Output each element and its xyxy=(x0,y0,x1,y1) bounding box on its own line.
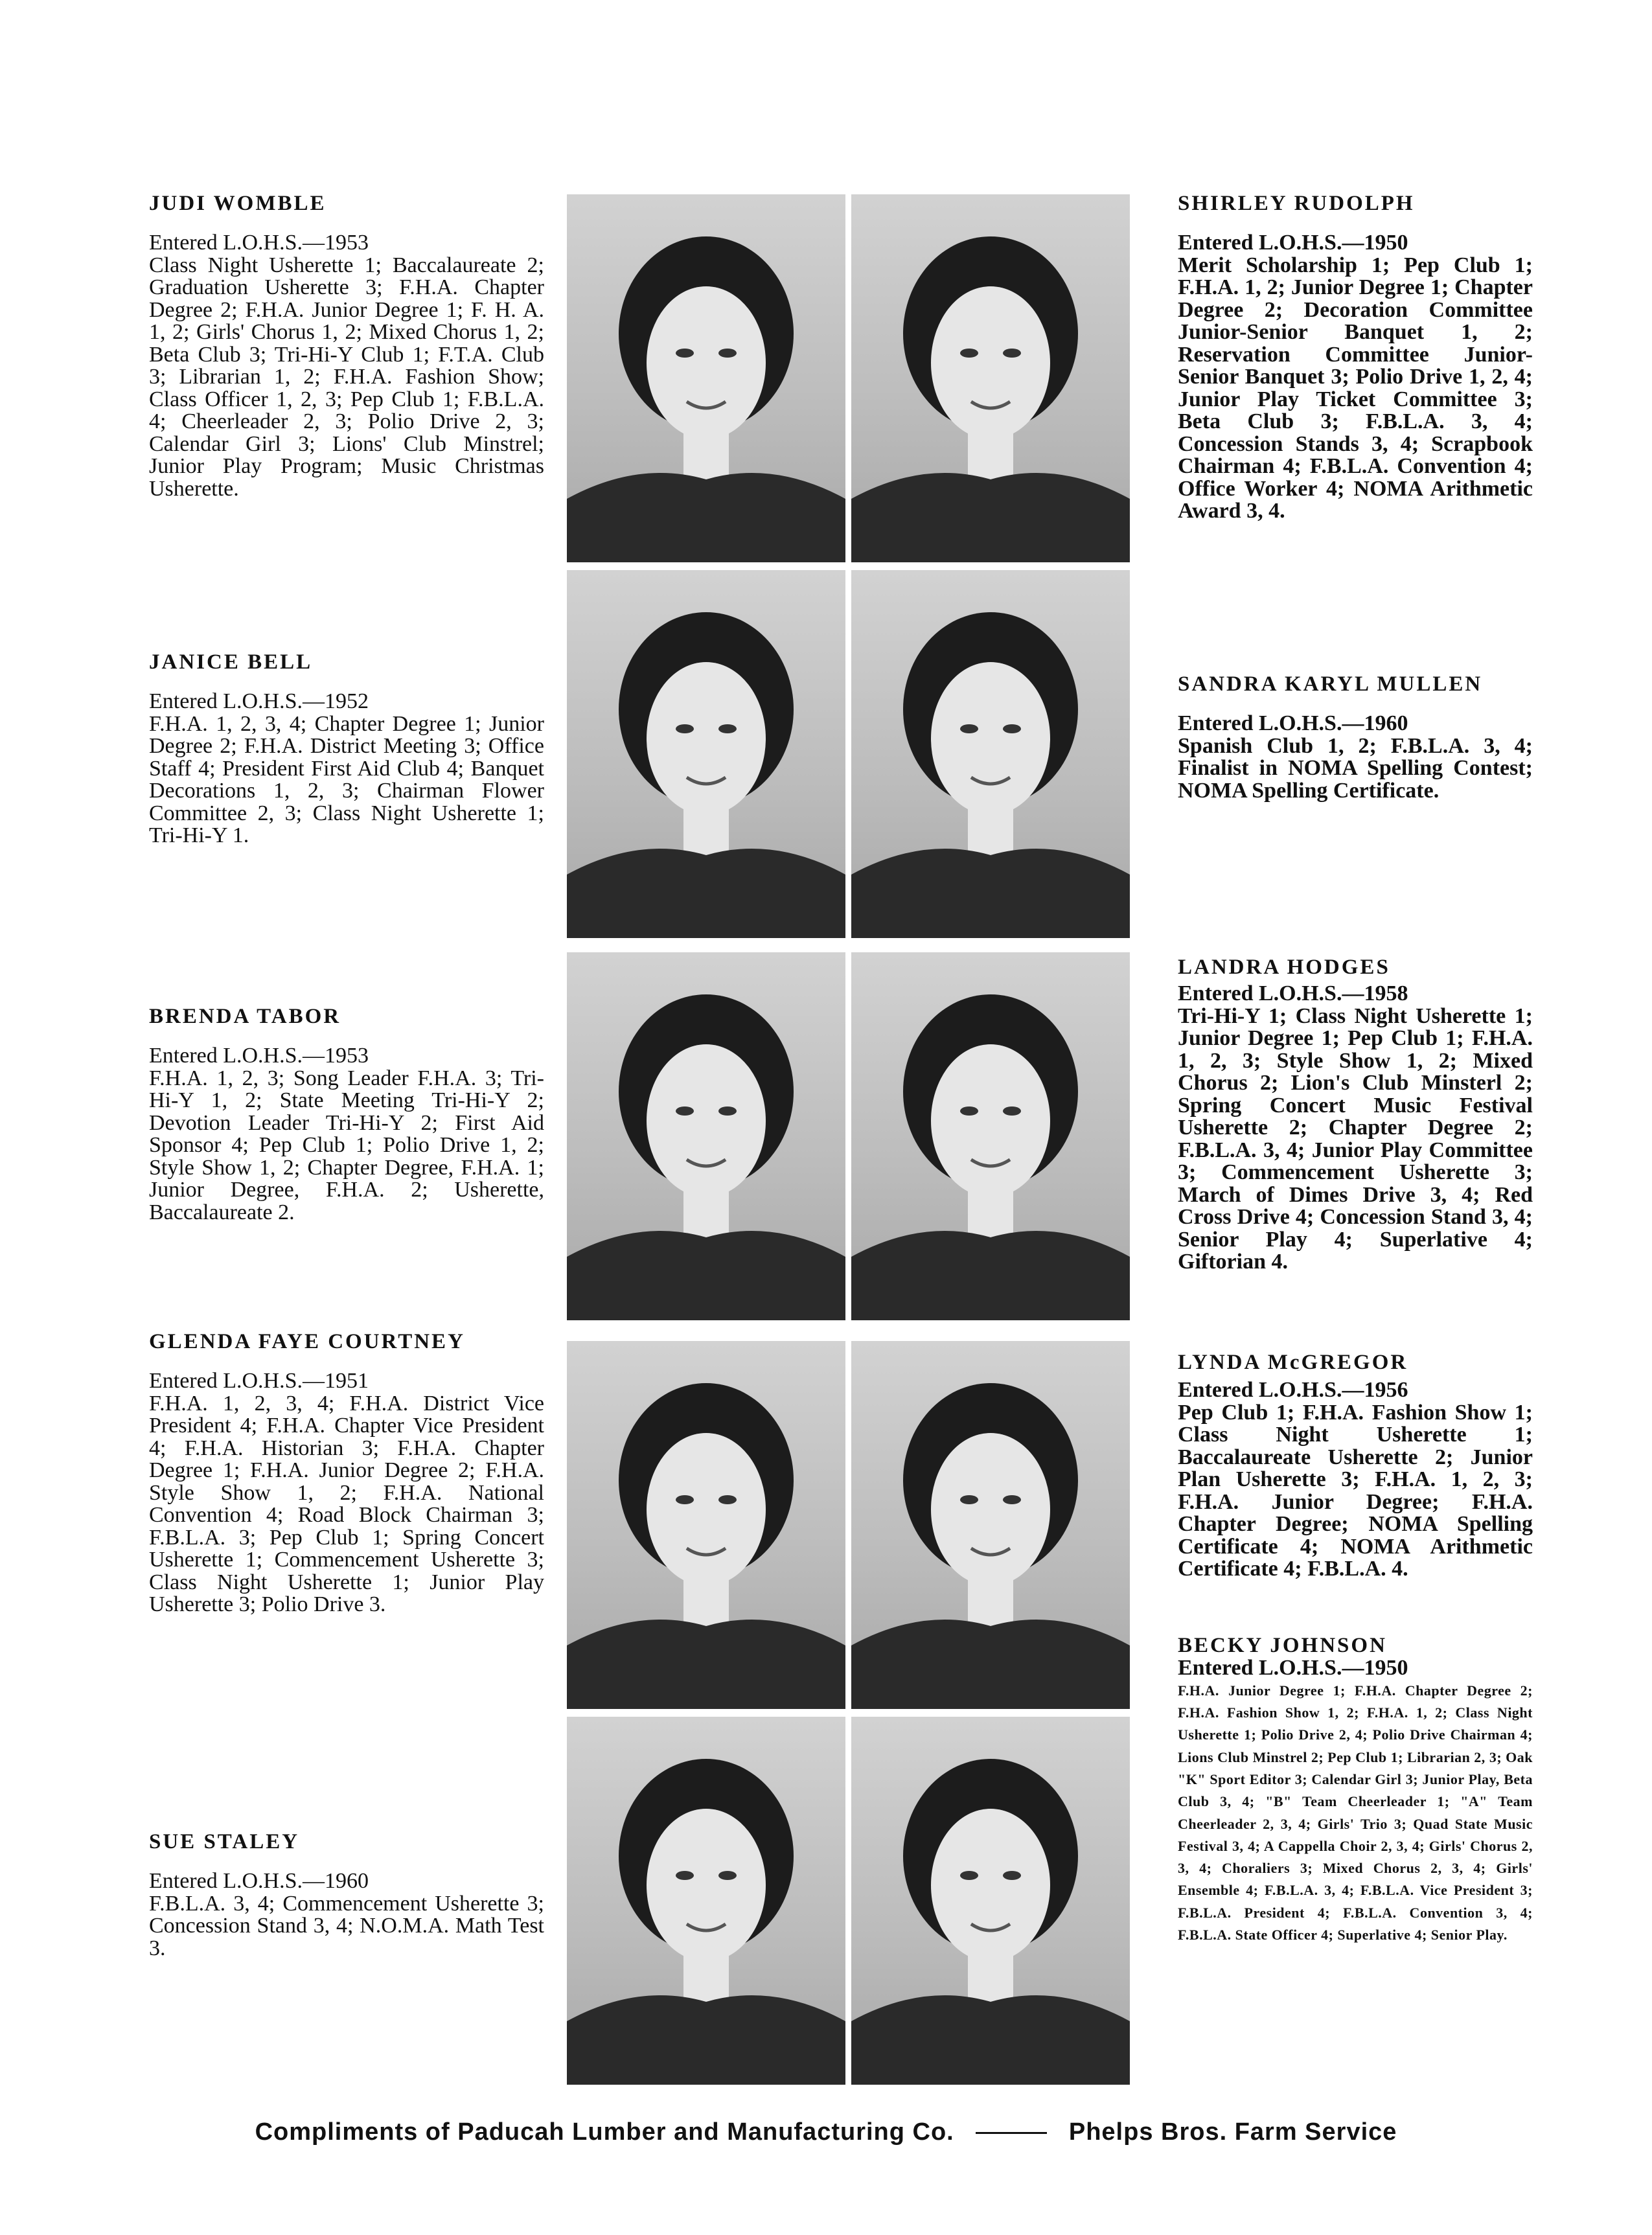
entry-judi-womble xyxy=(149,192,544,500)
entry-becky-johnson xyxy=(1178,1634,1533,1946)
entered-year: Entered L.O.H.S.—1960 xyxy=(149,1869,369,1894)
portrait-becky-johnson xyxy=(851,1717,1130,2085)
student-name: BECKY JOHNSON xyxy=(1178,1634,1387,1657)
student-name: SUE STALEY xyxy=(149,1830,300,1853)
portrait-janice-bell xyxy=(567,570,845,938)
portrait-judi-womble xyxy=(567,194,845,562)
activities: F.H.A. 1, 2, 3, 4; Chapter Degree 1; Junior Degree 2; F.H.A. District Meeting 3; Office Staff 4; President First Aid Club 4; Banquet Decorations 1, 2, 3; Chairman Flower Committee 2, 3; Class Night Usherette 1; Tri-Hi-Y 1. xyxy=(149,711,544,848)
entered-year: Entered L.O.H.S.—1956 xyxy=(1178,1378,1408,1403)
entry-landra-hodges xyxy=(1178,956,1533,1274)
entered-year: Entered L.O.H.S.—1953 xyxy=(149,1044,369,1068)
student-name: JANICE BELL xyxy=(149,650,313,674)
activities: F.H.A. 1, 2, 3; Song Leader F.H.A. 3; Tri-Hi-Y 1, 2; State Meeting Tri-Hi-Y 2; Devotion Leader Tri-Hi-Y 2; First Aid Sponsor 4; Pep Club 1; Polio Drive 1, 2; Style Show 1, 2; Chapter Degree, F.H.A. 1; Junior Degree, F.H.A. 2; Usherette, Baccalaureate 2. xyxy=(149,1066,544,1224)
activities: Spanish Club 1, 2; F.B.L.A. 3, 4; Finalist in NOMA Spelling Contest; NOMA Spelling Certificate. xyxy=(1178,733,1533,803)
portrait-brenda-tabor xyxy=(567,952,845,1320)
entry-brenda-tabor xyxy=(149,1005,544,1224)
student-name: JUDI WOMBLE xyxy=(149,192,327,215)
entered-year: Entered L.O.H.S.—1953 xyxy=(149,231,369,255)
activities: F.B.L.A. 3, 4; Commencement Usherette 3; Concession Stand 3, 4; N.O.M.A. Math Test 3. xyxy=(149,1891,544,1960)
entry-shirley-rudolph xyxy=(1178,192,1533,523)
activities: Tri-Hi-Y 1; Class Night Usherette 1; Junior Degree 1; Pep Club 1; F.H.A. 1, 2, 3; Style Show 1, 2; Mixed Chorus 2; Lion's Club Minsterl 2; Spring Concert Music Festival Usherette 2; Chapter Degree 2; F.B.L.A. 3, 4; Junior Play Committee 3; Commencement Usherette 3; March of Dimes Drive 3, 4; Red Cross Drive 4; Concession Stand 3, 4; Senior Play 4; Superlative 4; Giftorian 4. xyxy=(1178,1003,1533,1274)
entry-janice-bell xyxy=(149,650,544,847)
activities: Class Night Usherette 1; Baccalaureate 2; Graduation Usherette 3; F.H.A. Chapter Degree 2; F.H.A. Junior Degree 1; F. H. A. 1, 2; Girls' Chorus 1, 2; Mixed Chorus 1, 2; Beta Club 3; Tri-Hi-Y Club 1; F.T.A. Club 3; Librarian 1, 2; F.H.A. Fashion Show; Class Officer 1, 2, 3; Pep Club 1; F.B.L.A. 4; Cheerleader 2, 3; Polio Drive 2, 3; Calendar Girl 3; Lions' Club Minstrel; Junior Play Program; Music Christmas Usherette. xyxy=(149,253,544,501)
portrait-lynda-mcgregor xyxy=(851,1341,1130,1709)
student-name: SANDRA KARYL MULLEN xyxy=(1178,672,1483,696)
sponsor-footer xyxy=(0,2118,1652,2146)
sponsor-right: Phelps Bros. Farm Service xyxy=(1068,2118,1397,2146)
activities: F.H.A. Junior Degree 1; F.H.A. Chapter Degree 2; F.H.A. Fashion Show 1, 2; F.H.A. 1, 2; Class Night Usherette 1; Polio Drive 2, 4; Polio Drive Chairman 4; Lions Club Minstrel 2; Pep Club 1; Librarian 2, 3; Oak "K" Sport Editor 3; Calendar Girl 3; Junior Play, Beta Club 3, 4; "B" Team Cheerleader 1; "A" Team Cheerleader 2, 3, 4; Girls' Trio 3; Quad State Music Festival 3, 4; A Cappella Choir 2, 3, 4; Girls' Chorus 2, 3, 4; Choraliers 3; Mixed Chorus 2, 3, 4; Girls' Ensemble 4; F.B.L.A. 3, 4; F.B.L.A. Vice President 3; F.B.L.A. President 4; F.B.L.A. Convention 3, 4; F.B.L.A. State Officer 4; Superlative 4; Senior Play. xyxy=(1178,1682,1533,1943)
portrait-landra-hodges xyxy=(851,952,1130,1320)
student-name: LANDRA HODGES xyxy=(1178,956,1390,979)
footer-dash xyxy=(976,2132,1047,2134)
activities: F.H.A. 1, 2, 3, 4; F.H.A. District Vice President 4; F.H.A. Chapter Vice President 4; F.H.A. Historian 3; F.H.A. Chapter Degree 1; F.H.A. Junior Degree 2; F.H.A. Style Show 1, 2; F.H.A. National Convention 4; Road Block Chairman 3; F.B.L.A. 3; Pep Club 1; Spring Concert Usherette 1; Commencement Usherette 3; Class Night Usherette 1; Junior Play Usherette 3; Polio Drive 3. xyxy=(149,1391,544,1617)
student-name: GLENDA FAYE COURTNEY xyxy=(149,1330,465,1353)
student-name: SHIRLEY RUDOLPH xyxy=(1178,192,1415,215)
activities: Pep Club 1; F.H.A. Fashion Show 1; Class Night Usherette 1; Baccalaureate Usherette 2; Junior Plan Usherette 3; F.H.A. 1, 2, 3; F.H.A. Junior Degree; F.H.A. Chapter Degree; NOMA Spelling Certificate 4; NOMA Arithmetic Certificate 4; F.B.L.A. 4. xyxy=(1178,1400,1533,1581)
entered-year: Entered L.O.H.S.—1960 xyxy=(1178,711,1408,736)
student-name: BRENDA TABOR xyxy=(149,1005,341,1028)
entry-sue-staley xyxy=(149,1830,544,1960)
entered-year: Entered L.O.H.S.—1958 xyxy=(1178,981,1408,1006)
entered-year: Entered L.O.H.S.—1950 xyxy=(1178,1656,1408,1680)
portrait-sue-staley xyxy=(567,1717,845,2085)
portrait-sandra-karyl-mullen xyxy=(851,570,1130,938)
portrait-glenda-faye-courtney xyxy=(567,1341,845,1709)
portrait-shirley-rudolph xyxy=(851,194,1130,562)
student-name: LYNDA McGREGOR xyxy=(1178,1351,1408,1374)
entered-year: Entered L.O.H.S.—1951 xyxy=(149,1369,369,1393)
activities: Merit Scholarship 1; Pep Club 1; F.H.A. 1, 2; Junior Degree 1; Chapter Degree 2; Decoration Committee Junior-Senior Banquet 1, 2; Reservation Committee Junior-Senior Banquet 3; Polio Drive 1, 2, 4; Junior Play Ticket Committee 3; Beta Club 3; F.B.L.A. 3, 4; Concession Stands 3, 4; Scrapbook Chairman 4; F.B.L.A. Convention 4; Office Worker 4; NOMA Arithmetic Award 3, 4. xyxy=(1178,253,1533,523)
entry-lynda-mcgregor xyxy=(1178,1351,1533,1581)
entry-sandra-karyl-mullen xyxy=(1178,672,1533,802)
entered-year: Entered L.O.H.S.—1950 xyxy=(1178,231,1408,255)
sponsor-left: Compliments of Paducah Lumber and Manufacturing Co. xyxy=(255,2118,954,2146)
entry-glenda-faye-courtney xyxy=(149,1330,544,1616)
entered-year: Entered L.O.H.S.—1952 xyxy=(149,689,369,714)
